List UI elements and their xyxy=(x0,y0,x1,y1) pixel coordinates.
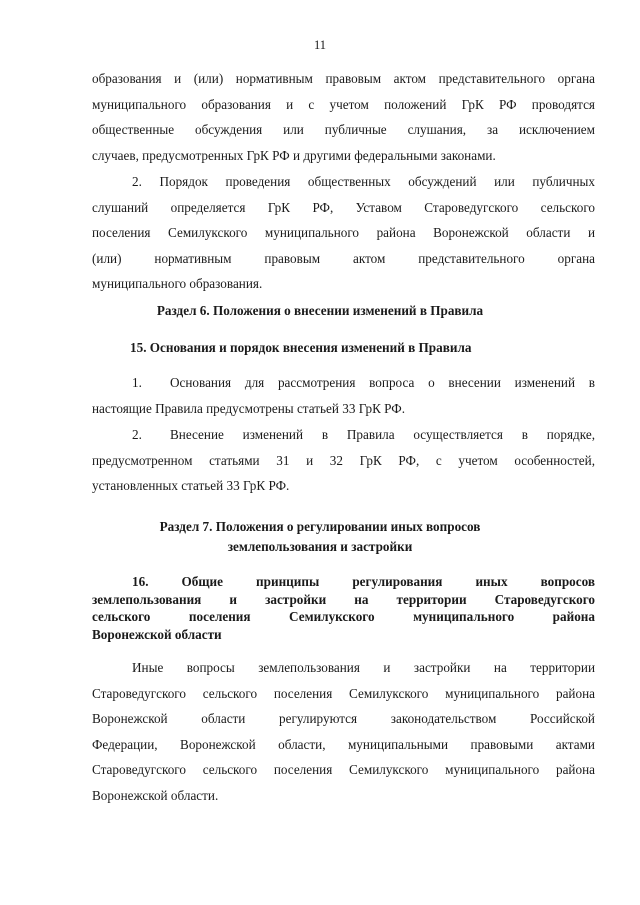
text-line: Воронежской области регулируются законодательством Российской xyxy=(92,711,595,727)
heading-text: землепользования и застройки xyxy=(227,539,413,554)
text-line: предусмотренном статьями 31 и 32 ГрК РФ, с учетом особенностей, xyxy=(92,452,595,468)
item-number: 1. xyxy=(132,375,142,390)
text-line: слушаний определяется ГрК РФ, Уставом Староведугского сельского xyxy=(92,199,595,215)
item-number: 2. xyxy=(132,427,142,442)
text-line: муниципального образования. xyxy=(92,276,263,292)
article-16-heading xyxy=(92,573,595,643)
heading-text: 16. Общие принципы регулирования иных вопросов xyxy=(132,574,595,589)
text-line: Федерации, Воронежской области, муниципальными правовыми актами xyxy=(92,736,595,752)
page-number: 11 xyxy=(313,38,327,52)
paragraph-2 xyxy=(92,169,595,297)
text-line: Староведугского сельского поселения Семилукского муниципального района xyxy=(92,762,595,778)
text-line: поселения Семилукского муниципального района Воронежской области и xyxy=(92,225,595,241)
text-segment: Внесение изменений в Правила осуществляется в порядке, xyxy=(170,427,595,442)
text-line: образования и (или) нормативным правовым актом представительного органа xyxy=(92,71,595,86)
text-line: настоящие Правила предусмотрены статьей 33 ГрК РФ. xyxy=(92,400,406,416)
article-15-heading xyxy=(130,339,600,357)
text-line xyxy=(92,422,595,448)
text-line: общественные обсуждения или публичные слушания, за исключением xyxy=(92,122,595,138)
text-segment: Основания для рассмотрения вопроса о внесении изменений в xyxy=(170,375,595,390)
heading-text: Раздел 7. Положения о регулировании иных вопросов xyxy=(159,519,481,534)
paragraph-continuation xyxy=(92,66,595,168)
text-line: Иные вопросы землепользования и застройки на территории xyxy=(132,660,595,675)
text-line: 2. Порядок проведения общественных обсуждений или публичных xyxy=(132,174,595,189)
paragraph-final xyxy=(92,655,595,809)
text-line: Воронежской области. xyxy=(92,787,219,803)
text-line: муниципального образования и с учетом положений ГрК РФ проводятся xyxy=(92,96,595,112)
text-line: установленных статьей 33 ГрК РФ. xyxy=(92,478,290,494)
text-line: (или) нормативным правовым актом представительного органа xyxy=(92,250,595,266)
heading-text: Раздел 6. Положения о внесении изменений в Правила xyxy=(156,303,484,318)
heading-text: сельского поселения Семилукского муниципального района xyxy=(92,609,595,624)
heading-text: землепользования и застройки на территории Староведугского xyxy=(92,591,595,607)
text-line: случаев, предусмотренных ГрК РФ и другими федеральными законами. xyxy=(92,147,496,163)
section-6-heading xyxy=(0,301,640,321)
heading-text: 15. Основания и порядок внесения изменений в Правила xyxy=(130,340,472,355)
section-7-heading xyxy=(0,517,640,557)
list-item-2 xyxy=(92,422,595,499)
text-line xyxy=(92,370,595,396)
list-item-1 xyxy=(92,370,595,421)
text-line: Староведугского сельского поселения Семилукского муниципального района xyxy=(92,685,595,701)
heading-text: Воронежской области xyxy=(92,626,222,642)
